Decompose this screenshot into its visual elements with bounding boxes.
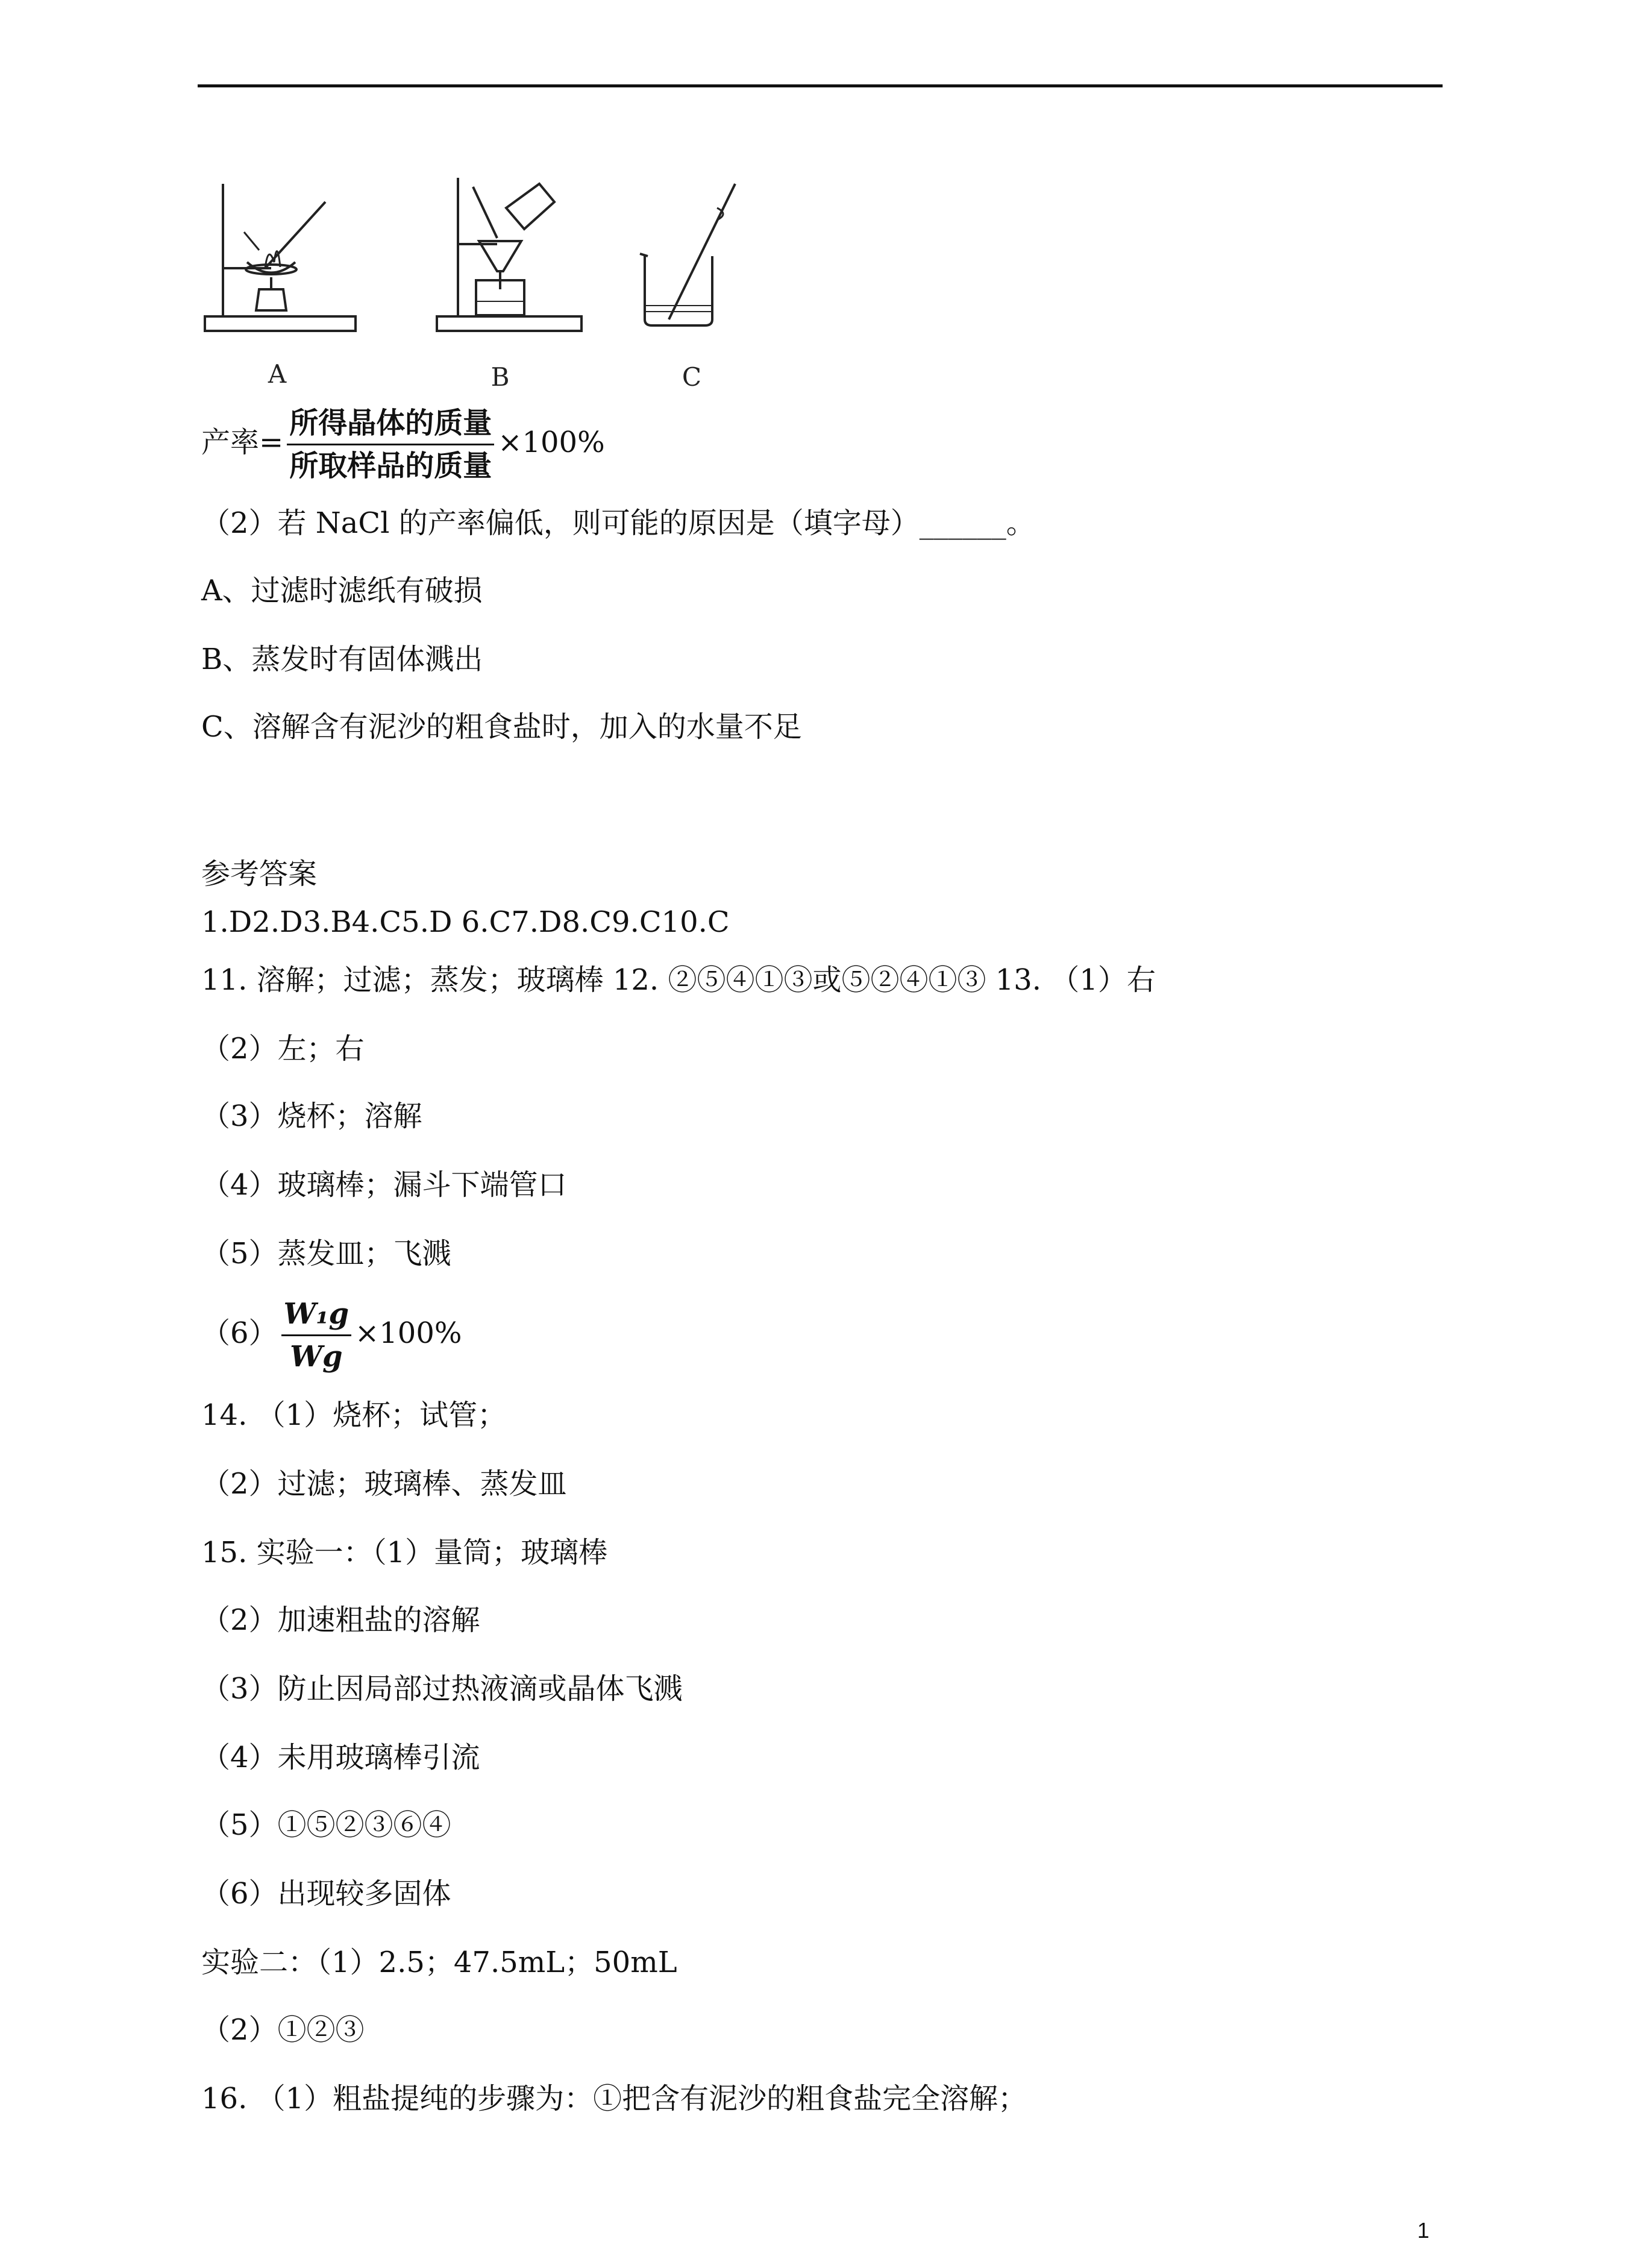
answer-line-experiment-2-2: （2）①②③ (201, 2013, 365, 2047)
figure-b-filtration (437, 178, 581, 331)
formula-prefix: 产率= (201, 426, 284, 459)
answer-line-4: （3）烧杯；溶解 (201, 1099, 422, 1133)
answer-line-16: 16. （1）粗盐提纯的步骤为：①把含有泥沙的粗食盐完全溶解； (201, 2082, 1027, 2116)
answer-line-15-4: （4）未用玻璃棒引流 (201, 1741, 480, 1774)
page-number: 1 (1417, 2218, 1430, 2243)
answer-13-6-numerator: W₁g (281, 1296, 352, 1336)
header-rule (198, 84, 1443, 87)
answer-13-6 (201, 1296, 462, 1375)
answer-13-6-suffix: ×100% (355, 1316, 462, 1350)
answer-line-15-6: （6）出现较多固体 (201, 1877, 451, 1911)
answer-13-6-fraction (281, 1296, 352, 1375)
question-2-option-b: B、蒸发时有固体溅出 (201, 642, 483, 676)
figure-label-b: B (490, 362, 510, 392)
figure-c-dissolution (640, 184, 735, 325)
answer-line-15-3: （3）防止因局部过热液滴或晶体飞溅 (201, 1672, 683, 1706)
answer-line-14: 14. （1）烧杯；试管； (201, 1398, 507, 1432)
formula-suffix: ×100% (498, 426, 605, 459)
figure-label-c: C (682, 362, 702, 392)
formula-numerator: 所得晶体的质量 (287, 405, 494, 445)
question-2-stem: （2）若 NaCl 的产率偏低，则可能的原因是（填字母）______。 (201, 506, 1035, 540)
formula-denominator: 所取样品的质量 (289, 449, 492, 483)
answer-line-14-2: （2）过滤；玻璃棒、蒸发皿 (201, 1467, 567, 1501)
figure-label-a: A (268, 359, 287, 389)
formula-fraction (287, 405, 494, 484)
answer-13-6-denominator: Wg (290, 1340, 343, 1374)
apparatus-figures (199, 172, 741, 401)
answer-line-3: （2）左；右 (201, 1032, 365, 1066)
yield-formula (201, 405, 605, 484)
answer-line-15-5: （5）①⑤②③⑥④ (201, 1808, 451, 1842)
answer-line-15-2: （2）加速粗盐的溶解 (201, 1603, 480, 1637)
answer-line-5: （4）玻璃棒；漏斗下端管口 (201, 1168, 567, 1202)
answer-line-15: 15. 实验一：（1）量筒；玻璃棒 (201, 1536, 608, 1569)
answer-13-6-prefix: （6） (201, 1316, 278, 1350)
answers-heading: 参考答案 (201, 857, 318, 891)
question-2-option-c: C、溶解含有泥沙的粗食盐时，加入的水量不足 (201, 710, 802, 744)
answer-line-6: （5）蒸发皿；飞溅 (201, 1237, 451, 1271)
answer-line-experiment-2: 实验二：（1）2.5；47.5mL；50mL (201, 1946, 677, 1979)
answer-line-1: 1.D2.D3.B4.C5.D 6.C7.D8.C9.C10.C (201, 905, 730, 939)
answer-line-2: 11. 溶解；过滤；蒸发；玻璃棒 12. ②⑤④①③或⑤②④①③ 13. （1）右 (201, 963, 1156, 997)
question-2-option-a: A、过滤时滤纸有破损 (201, 574, 483, 608)
figure-a-evaporation (205, 184, 356, 331)
